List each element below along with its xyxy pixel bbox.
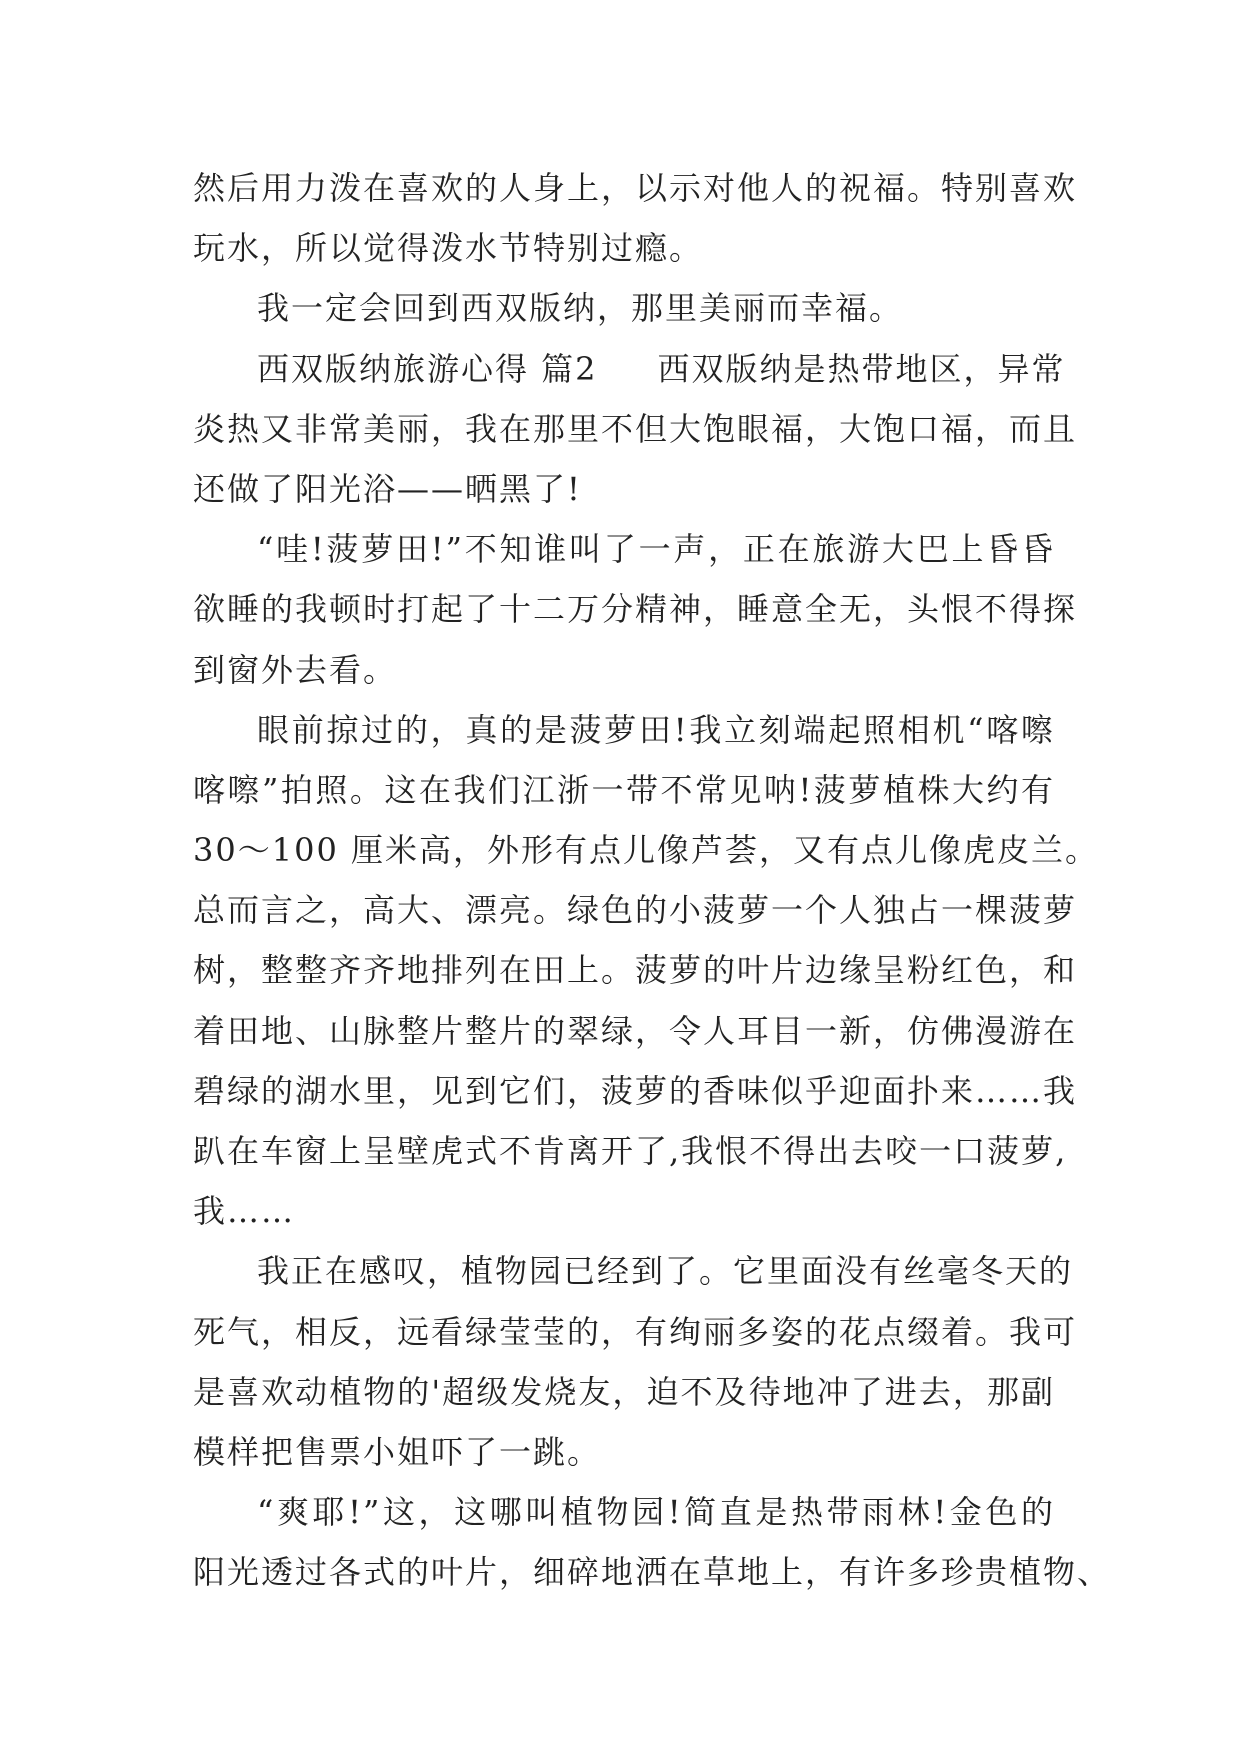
text-line: 树，整整齐齐地排列在田上。菠萝的叶片边缘呈粉红色，和 bbox=[193, 951, 1078, 990]
text-line: 我一定会回到西双版纳，那里美丽而幸福。 bbox=[257, 289, 904, 328]
text-fragment: 西双版纳是热带地区，异常 bbox=[657, 349, 1066, 388]
section-heading: 西双版纳旅游心得 篇2 bbox=[257, 349, 598, 388]
text-line: 是喜欢动植物的'超级发烧友，迫不及待地冲了进去，那副 bbox=[193, 1372, 1055, 1411]
text-line: 喀嚓”拍照。这在我们江浙一带不常见呐!菠萝植株大约有 bbox=[193, 770, 1055, 809]
text-line: 然后用力泼在喜欢的人身上，以示对他人的祝福。特别喜欢 bbox=[193, 169, 1078, 207]
text-line: “哇!菠萝田!”不知谁叫了一声，正在旅游大巴上昏昏 bbox=[257, 530, 1055, 569]
text-line bbox=[193, 339, 1066, 399]
document-body bbox=[193, 158, 1112, 1603]
text-line: 模样把售票小姐吓了一跳。 bbox=[193, 1432, 602, 1471]
text-line: 趴在车窗上呈壁虎式不肯离开了,我恨不得出去咬一口菠萝, bbox=[193, 1132, 1068, 1170]
text-line: 30～100 厘米高，外形有点儿像芦荟，又有点儿像虎皮兰。 bbox=[193, 831, 1099, 870]
text-line: 欲睡的我顿时打起了十二万分精神，睡意全无，头恨不得探 bbox=[193, 590, 1078, 629]
text-line: 玩水，所以觉得泼水节特别过瘾。 bbox=[193, 229, 704, 268]
text-line: 碧绿的湖水里，见到它们，菠萝的香味似乎迎面扑来……我 bbox=[193, 1071, 1078, 1110]
text-line: 阳光透过各式的叶片，细碎地洒在草地上，有许多珍贵植物、 bbox=[193, 1553, 1112, 1592]
text-line: 还做了阳光浴——晒黑了! bbox=[193, 469, 582, 508]
text-line: 眼前掠过的，真的是菠萝田!我立刻端起照相机“喀嚓 bbox=[257, 710, 1055, 749]
text-line: 死气，相反，远看绿莹莹的，有绚丽多姿的花点缀着。我可 bbox=[193, 1312, 1078, 1351]
text-line: 炎热又非常美丽，我在那里不但大饱眼福，大饱口福，而且 bbox=[193, 409, 1078, 448]
text-line: 我正在感叹，植物园已经到了。它里面没有丝毫冬天的 bbox=[257, 1252, 1074, 1291]
text-line: “爽耶!”这，这哪叫植物园!简直是热带雨林!金色的 bbox=[257, 1493, 1055, 1532]
text-line: 着田地、山脉整片整片的翠绿，令人耳目一新，仿佛漫游在 bbox=[193, 1011, 1078, 1050]
text-line: 总而言之，高大、漂亮。绿色的小菠萝一个人独占一棵菠萝 bbox=[193, 891, 1078, 930]
text-line: 到窗外去看。 bbox=[193, 650, 398, 689]
text-line: 我…… bbox=[193, 1192, 296, 1231]
